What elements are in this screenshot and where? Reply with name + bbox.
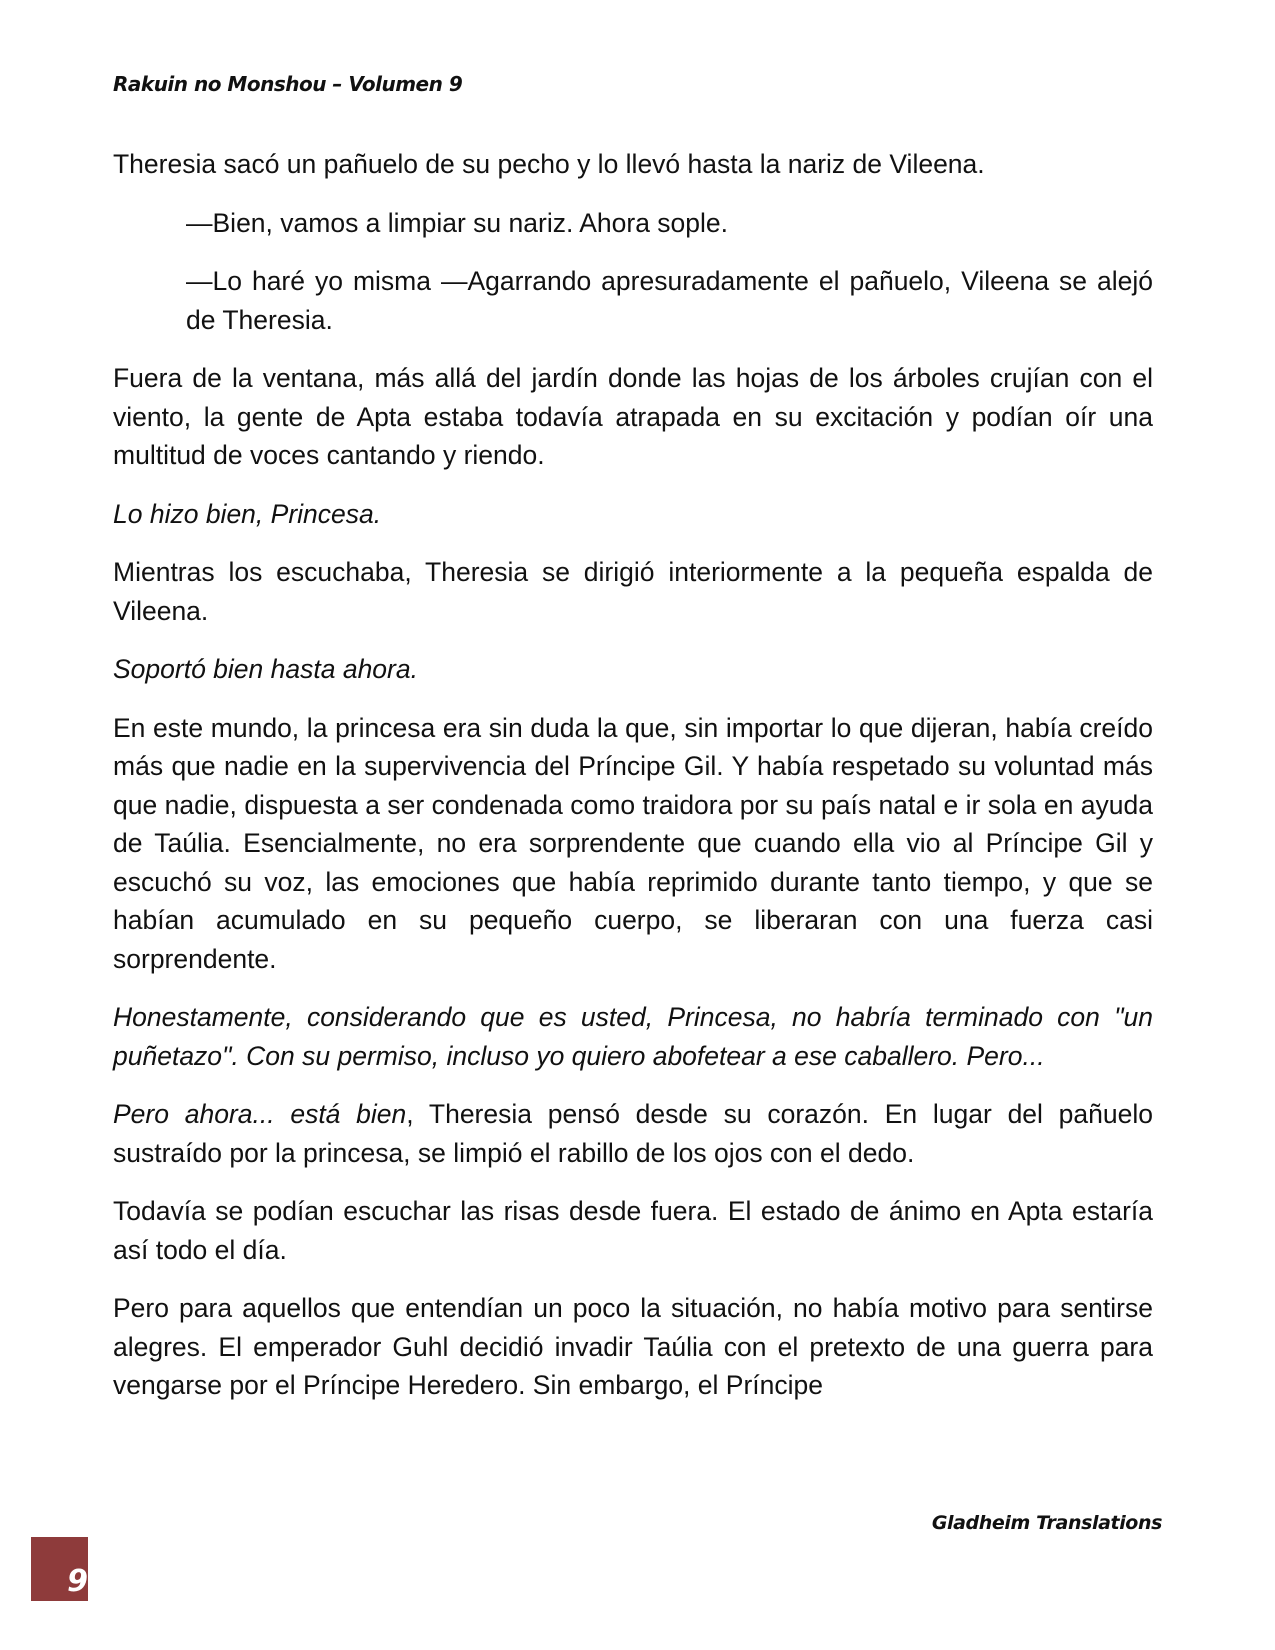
- page-number-box: [31, 1537, 88, 1603]
- thought-line: Lo hizo bien, Princesa.: [113, 498, 382, 529]
- dialogue-line: —Lo haré yo misma —Agarrando apresuradamente el pañuelo, Vileena se alejó de Theresia.: [186, 266, 1153, 335]
- body-text: [113, 145, 1153, 1405]
- paragraph: Mientras los escuchaba, Theresia se dirigió interiormente a la pequeña espalda de Vileena.: [113, 557, 1153, 626]
- paragraph: [113, 1095, 1153, 1172]
- paragraph: Theresia sacó un pañuelo de su pecho y lo llevó hasta la nariz de Vileena.: [113, 149, 985, 179]
- paragraph: Pero para aquellos que entendían un poco la situación, no había motivo para sentirse alegres. El emperador Guhl decidió invadir Taúlia con el pretexto de una guerra para vengarse por el Príncipe Heredero. Sin embargo, el Príncipe: [113, 1293, 1153, 1400]
- dialogue-line: —Bien, vamos a limpiar su nariz. Ahora sople.: [186, 207, 729, 238]
- thought-inline: Pero ahora... está bien: [113, 1099, 407, 1129]
- paragraph: Todavía se podían escuchar las risas desde fuera. El estado de ánimo en Apta estaría así todo el día.: [113, 1196, 1153, 1265]
- paragraph: Fuera de la ventana, más allá del jardín donde las hojas de los árboles crujían con el viento, la gente de Apta estaba todavía atrapada en su excitación y podían oír una multitud de voces cantando y riendo.: [113, 363, 1153, 470]
- thought-line: Honestamente, considerando que es usted, Princesa, no habría terminado con "un puñetazo". Con su permiso, incluso yo quiero abofetear a ese caballero. Pero...: [113, 1002, 1153, 1071]
- paragraph: En este mundo, la princesa era sin duda la que, sin importar lo que dijeran, había creído más que nadie en la supervivencia del Príncipe Gil. Y había respetado su voluntad más que nadie, dispuesta a ser condenada como traidora por su país natal e ir sola en ayuda de Taúlia. Esencialmente, no era sorprendente que cuando ella vio al Príncipe Gil y escuchó su voz, las emociones que había reprimido durante tanto tiempo, y que se habían acumulado en su pequeño cuerpo, se liberaran con una fuerza casi sorprendente.: [113, 712, 1153, 974]
- paragraph-text: , Theresia pensó desde su corazón. En lugar del pañuelo sustraído por la princesa, se limpió el rabillo de los ojos con el dedo.: [113, 1099, 1153, 1168]
- thought-line: Soportó bien hasta ahora.: [113, 654, 418, 684]
- page-number: 9: [67, 1564, 88, 1599]
- page-number-underline: [31, 1601, 88, 1603]
- running-header: Rakuin no Monshou – Volumen 9: [113, 72, 463, 96]
- translator-credit: Gladheim Translations: [931, 1512, 1162, 1534]
